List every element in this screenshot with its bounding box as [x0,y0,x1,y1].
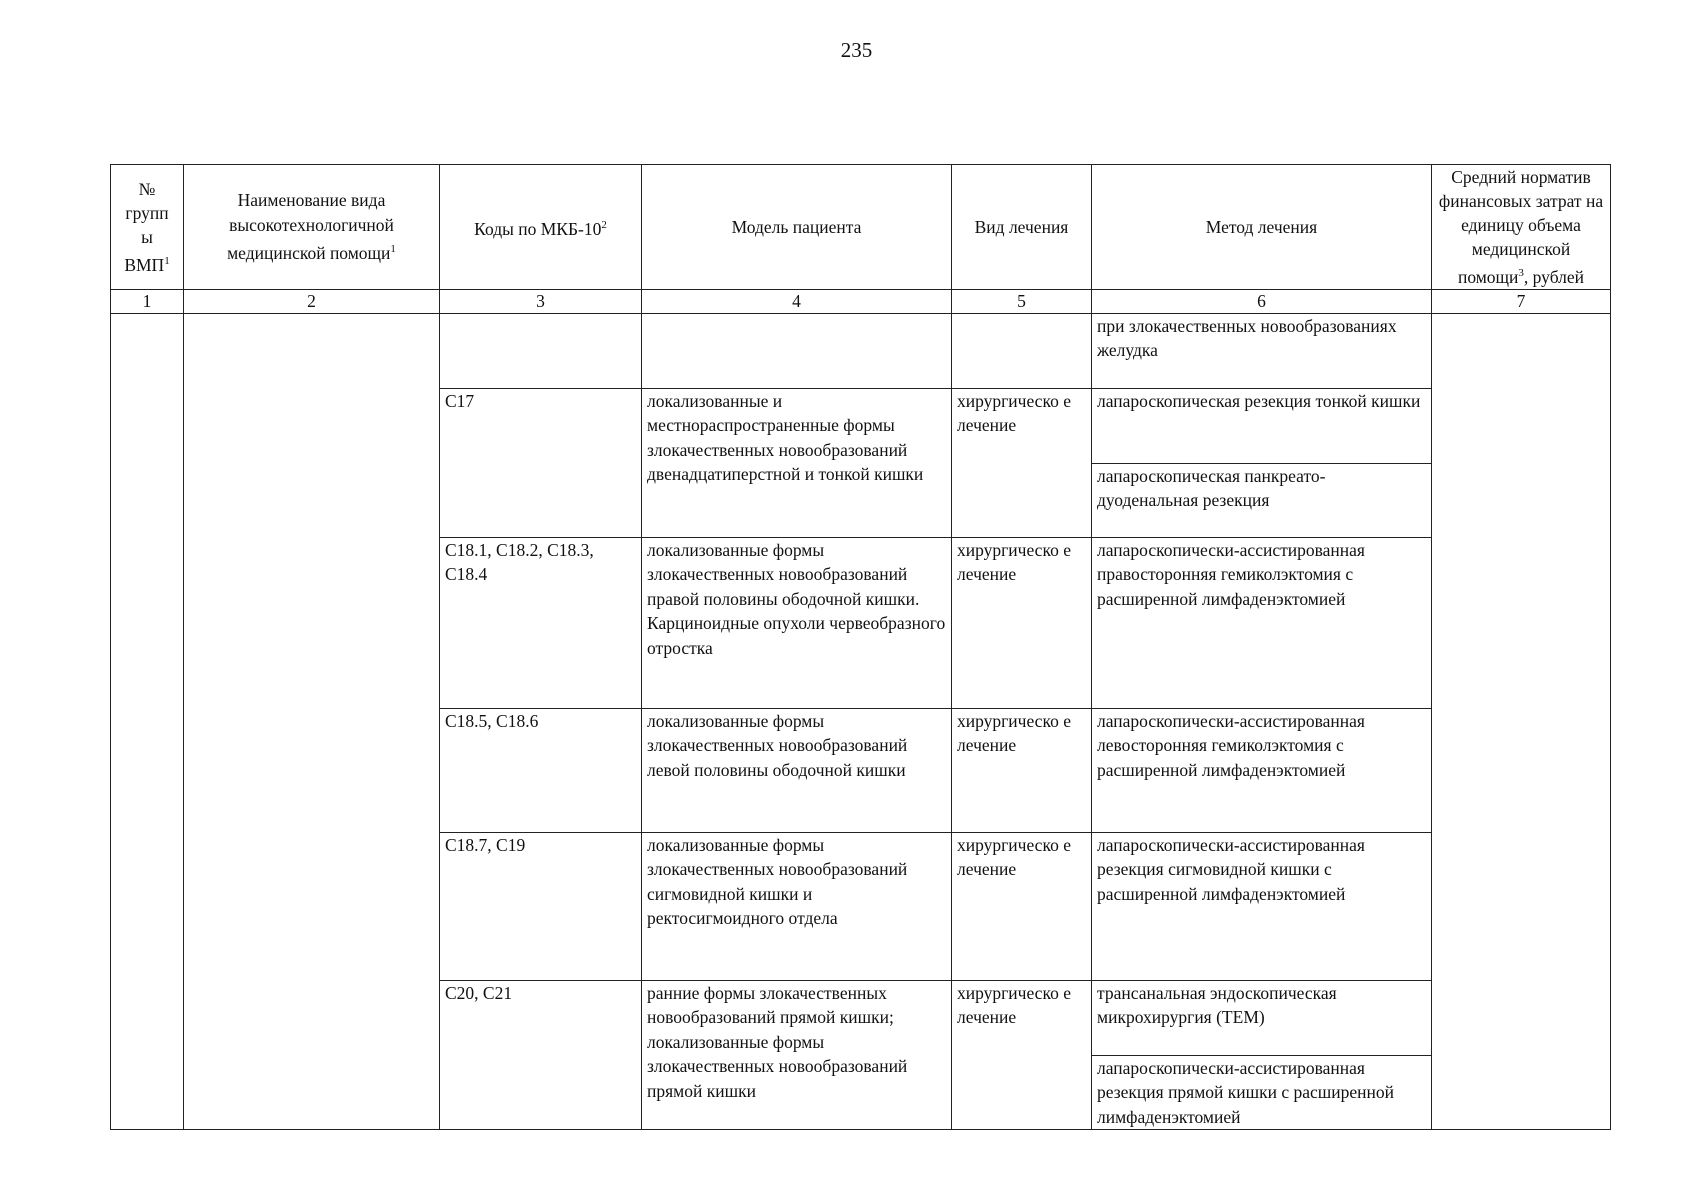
treatment-method-cell: лапароскопическая панкреато-дуоденальная резекция [1092,463,1432,537]
treatment-type-cell: хирургическо е лечение [952,980,1092,1130]
header-row [111,165,1611,290]
treatment-type-cell: хирургическо е лечение [952,708,1092,832]
column-number: 7 [1432,289,1611,313]
header-col-5: Вид лечения [952,165,1092,290]
treatment-method-cell: лапароскопически-ассистированная резекция сигмовидной кишки с расширенной лимфаденэктомией [1092,832,1432,980]
column-number: 2 [184,289,440,313]
table-row [111,313,1611,388]
header-col-4: Модель пациента [642,165,952,290]
column-number: 6 [1092,289,1432,313]
treatment-method-cell: лапароскопически-ассистированная резекция прямой кишки с расширенной лимфаденэктомией [1092,1055,1432,1130]
vmp-table [110,164,1611,1130]
header-col-2: Наименование вида высокотехнологичной медицинской помощи$^1$ [184,165,440,290]
group-number-cell [111,313,184,1130]
column-number: 4 [642,289,952,313]
care-type-cell [184,313,440,1130]
column-number: 3 [440,289,642,313]
treatment-method-cell: лапароскопически-ассистированная правосторонняя гемиколэктомия с расширенной лимфаденэктомией [1092,537,1432,708]
patient-model-cell: локализованные и местнораспространенные формы злокачественных новообразований двенадцатиперстной и тонкой кишки [642,388,952,537]
codes-cell: C20, C21 [440,980,642,1130]
treatment-type-cell: хирургическо е лечение [952,388,1092,537]
codes-cell: C18.1, C18.2, C18.3, C18.4 [440,537,642,708]
page-number: 235 [840,38,873,62]
treatment-method-cell: трансанальная эндоскопическая микрохирургия (ТЕМ) [1092,980,1432,1055]
treatment-type-cell: хирургическо е лечение [952,832,1092,980]
cost-norm-cell [1432,313,1611,1130]
codes-cell: C17 [440,388,642,537]
column-number: 5 [952,289,1092,313]
treatment-method-cell: лапароскопическая резекция тонкой кишки [1092,388,1432,463]
treatment-method-cell: при злокачественных новообразованиях желудка [1092,313,1432,388]
treatment-type-cell [952,313,1092,388]
header-col-6: Метод лечения [1092,165,1432,290]
header-col-7: Средний норматив финансовых затрат на единицу объема медицинской помощи$^3$, рублей [1432,165,1611,290]
column-number: 1 [111,289,184,313]
patient-model-cell: локализованные формы злокачественных новообразований правой половины ободочной кишки. Карциноидные опухоли червеобразного отростка [642,537,952,708]
column-number-row [111,289,1611,313]
header-col-1: № групп ы ВМП$^1$ [111,165,184,290]
codes-cell: C18.7, C19 [440,832,642,980]
treatment-type-cell: хирургическо е лечение [952,537,1092,708]
codes-cell: C18.5, C18.6 [440,708,642,832]
patient-model-cell: локализованные формы злокачественных новообразований левой половины ободочной кишки [642,708,952,832]
patient-model-cell [642,313,952,388]
treatment-method-cell: лапароскопически-ассистированная левосторонняя гемиколэктомия с расширенной лимфаденэктомией [1092,708,1432,832]
patient-model-cell: ранние формы злокачественных новообразований прямой кишки; локализованные формы злокачественных новообразований прямой кишки [642,980,952,1130]
header-col-3: Коды по МКБ-$10^2$ [440,165,642,290]
patient-model-cell: локализованные формы злокачественных новообразований сигмовидной кишки и ректосигмоидного отдела [642,832,952,980]
codes-cell [440,313,642,388]
